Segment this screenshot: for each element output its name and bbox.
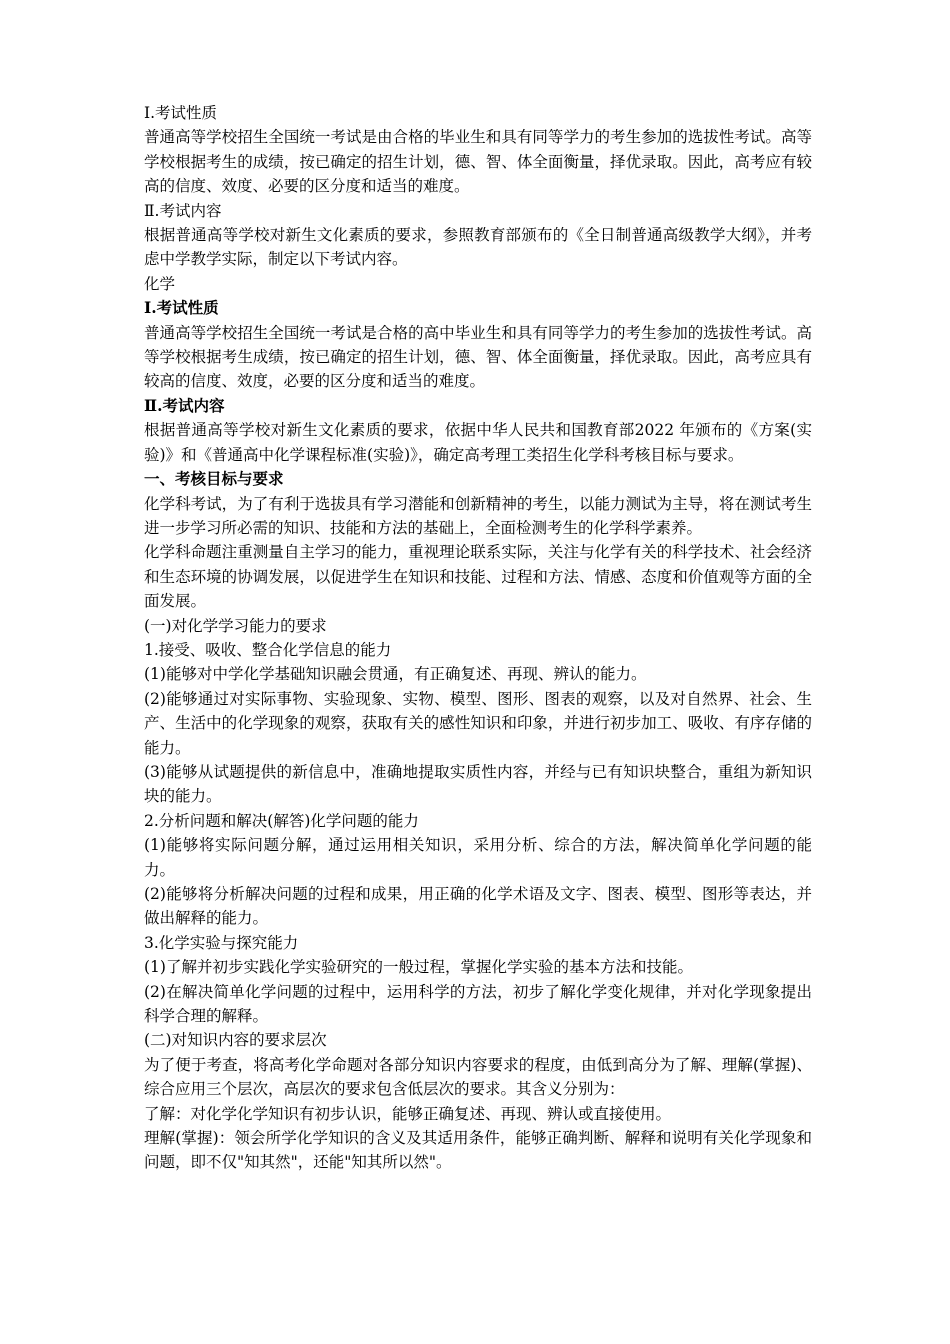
item-heading: 3.化学实验与探究能力 <box>144 933 299 952</box>
list-item: (1)能够对中学化学基础知识融会贯通，有正确复述、再现、辨认的能力。 <box>144 665 647 684</box>
list-item: (2)在解决简单化学问题的过程中，运用科学的方法，初步了解化学变化规律，并对化学现象提出科学合理的解释。 <box>144 982 812 1026</box>
definition-item: 了解：对化学化学知识有初步认识，能够正确复述、再现、辨认或直接使用。 <box>144 1104 672 1123</box>
paragraph: 普通高等学校招生全国统一考试是合格的高中毕业生和具有同等学力的考生参加的选拔性考试。高等学校根据考生成绩，按已确定的招生计划，德、智、体全面衡量，择优录取。因此，高考应具有较高的信度、效度，必要的区分度和适当的难度。 <box>144 323 812 391</box>
subject-title: 化学 <box>144 274 176 293</box>
subsection-heading: (二)对知识内容的要求层次 <box>144 1031 327 1050</box>
section-heading: Ⅱ.考试内容 <box>144 395 225 415</box>
paragraph: 为了便于考查，将高考化学命题对各部分知识内容要求的程度，由低到高分为了解、理解(掌握)、综合应用三个层次，高层次的要求包含低层次的要求。其含义分别为： <box>144 1055 812 1099</box>
paragraph: 根据普通高等学校对新生文化素质的要求，参照教育部颁布的《全日制普通高级教学大纲》，并考虑中学教学实际，制定以下考试内容。 <box>144 226 812 269</box>
paragraph: 化学科考试，为了有利于选拔具有学习潜能和创新精神的考生，以能力测试为主导，将在测试考生进一步学习所必需的知识、技能和方法的基础上，全面检测考生的化学科学素养。 <box>144 494 812 537</box>
section-heading: 一、考核目标与要求 <box>144 469 284 489</box>
paragraph: 化学科命题注重测量自主学习的能力，重视理论联系实际，关注与化学有关的科学技术、社会经济和生态环境的协调发展，以促进学生在知识和技能、过程和方法、情感、态度和价值观等方面的全面发展。 <box>144 543 812 611</box>
document-body <box>144 101 812 1175</box>
section-heading: Ⅰ.考试性质 <box>144 298 219 318</box>
list-item: (1)了解并初步实践化学实验研究的一般过程，掌握化学实验的基本方法和技能。 <box>144 958 693 977</box>
section-heading: Ⅰ.考试性质 <box>144 104 218 122</box>
paragraph: 根据普通高等学校对新生文化素质的要求，依据中华人民共和国教育部2022 年颁布的《方案(实验)》和《普通高中化学课程标准(实验)》，确定高考理工类招生化学科考核目标与要求。 <box>144 421 812 464</box>
item-heading: 1.接受、吸收、整合化学信息的能力 <box>144 640 392 659</box>
definition-item: 理解(掌握)：领会所学化学知识的含义及其适用条件，能够正确判断、解释和说明有关化学现象和问题，即不仅"知其然"，还能"知其所以然"。 <box>144 1129 812 1172</box>
list-item: (1)能够将实际问题分解，通过运用相关知识，采用分析、综合的方法，解决简单化学问题的能力。 <box>144 836 812 879</box>
paragraph: 普通高等学校招生全国统一考试是由合格的毕业生和具有同等学力的考生参加的选拔性考试。高等学校根据考生的成绩，按已确定的招生计划，德、智、体全面衡量，择优录取。因此，高考应有较高的信度、效度、必要的区分度和适当的难度。 <box>144 128 812 196</box>
list-item: (2)能够通过对实际事物、实验现象、实物、模型、图形、图表的观察，以及对自然界、社会、生产、生活中的化学现象的观察，获取有关的感性知识和印象，并进行初步加工、吸收、有序存储的能力。 <box>144 689 812 757</box>
subsection-heading: (一)对化学学习能力的要求 <box>144 616 327 635</box>
list-item: (2)能够将分析解决问题的过程和成果，用正确的化学术语及文字、图表、模型、图形等表达，并做出解释的能力。 <box>144 885 812 928</box>
list-item: (3)能够从试题提供的新信息中，准确地提取实质性内容，并经与已有知识块整合，重组为新知识块的能力。 <box>144 762 812 806</box>
item-heading: 2.分析问题和解决(解答)化学问题的能力 <box>144 811 419 830</box>
section-heading: Ⅱ.考试内容 <box>144 201 222 220</box>
